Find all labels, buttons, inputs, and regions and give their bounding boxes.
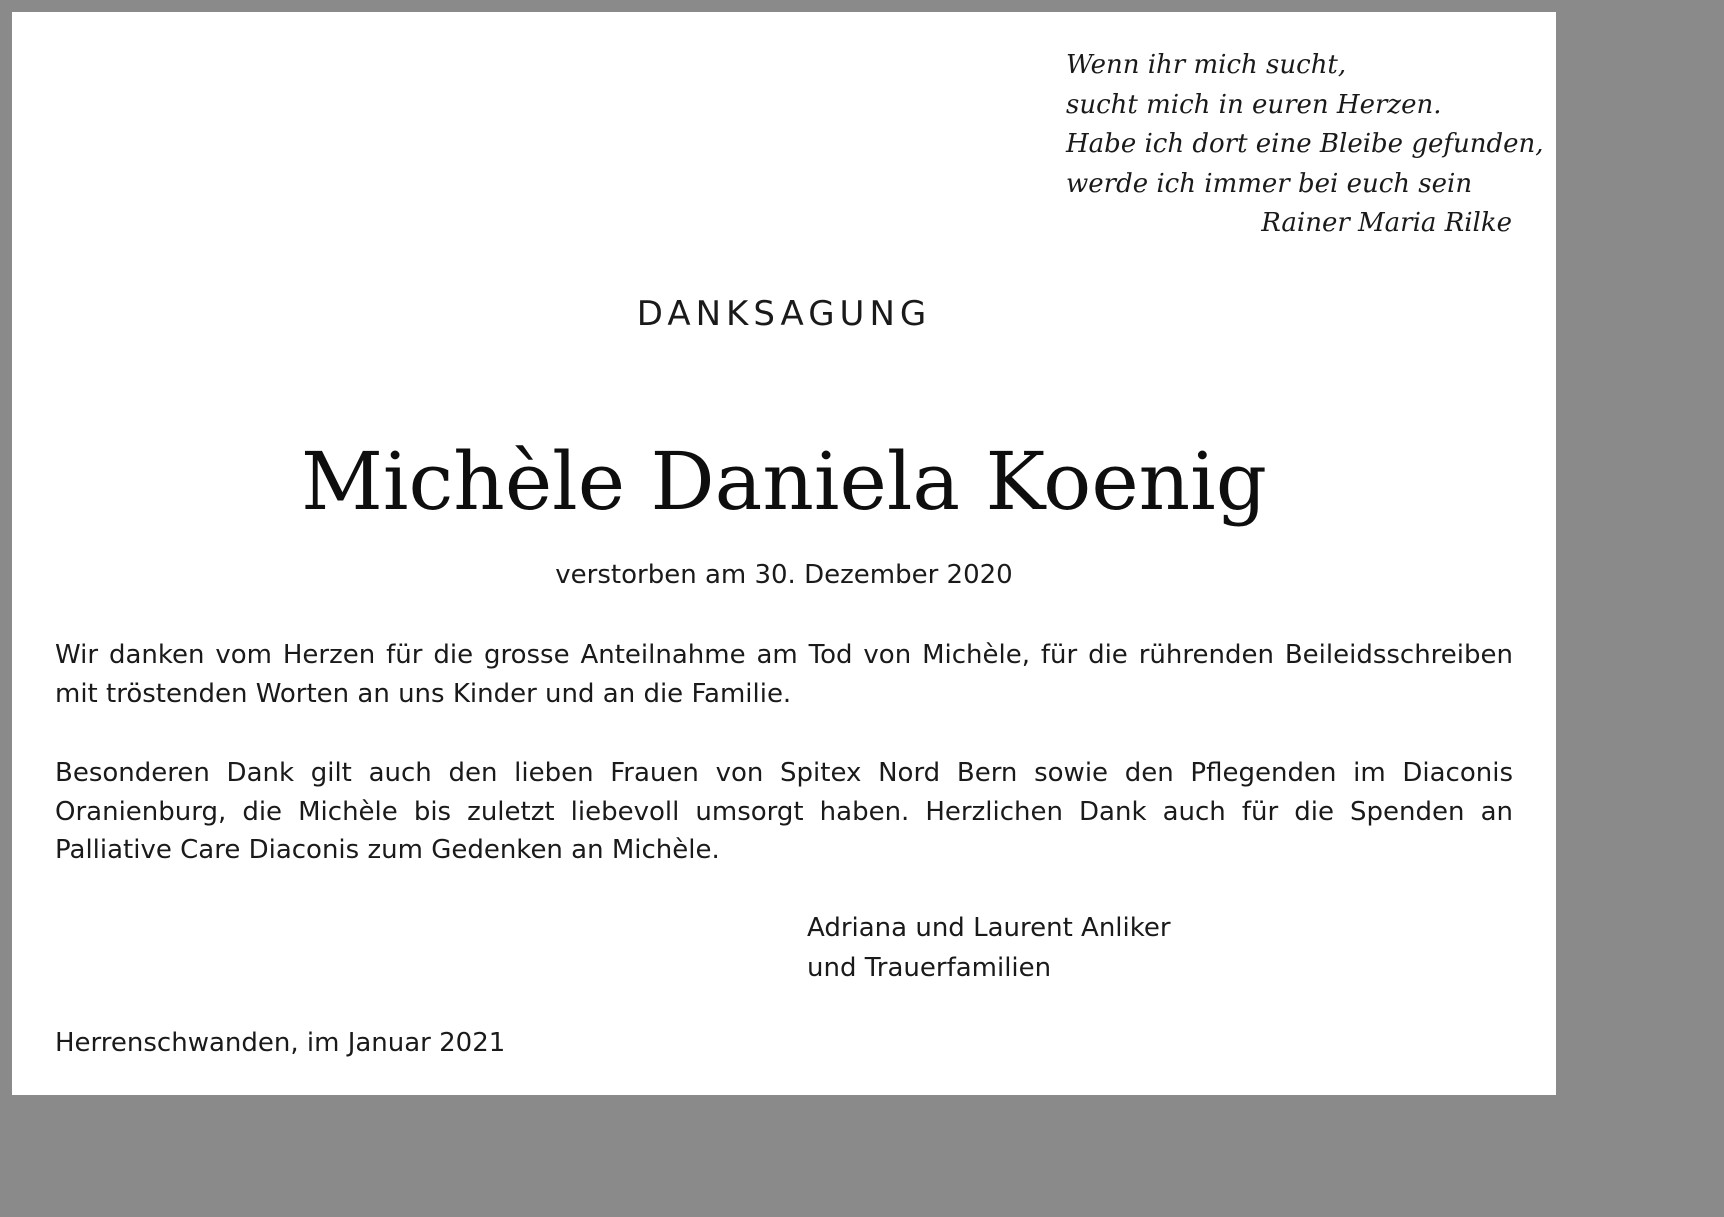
notice-heading: DANKSAGUNG (636, 294, 932, 334)
signature-block (807, 909, 1171, 988)
poem-line: sucht mich in euren Herzen. (1066, 89, 1442, 120)
poem-line: Habe ich dort eine Bleibe gefunden, (1066, 129, 1544, 159)
poem-line: Wenn ihr mich sucht, (1066, 50, 1347, 80)
poem-author: Rainer Maria Rilke (1261, 208, 1512, 238)
obituary-notice (12, 12, 1556, 1095)
thanks-paragraph: Wir danken vom Herzen für die grosse Anteilnahme am Tod von Michèle, für die rührenden Beileidsschreiben mit tröstenden Worten an uns Kinder und an die Familie. (55, 640, 1513, 709)
special-thanks-paragraph: Besonderen Dank gilt auch den lieben Frauen von Spitex Nord Bern sowie den Pflegenden im Diaconis Oranienburg, die Michèle bis zuletzt liebevoll umsorgt haben. Herzlichen Dank auch für die Spenden an Palliative Care Diaconis zum Gedenken an Michèle. (55, 758, 1513, 865)
poem-line: werde ich immer bei euch sein (1066, 168, 1473, 199)
signature-line: Adriana und Laurent Anliker (807, 913, 1171, 943)
deceased-name: Michèle Daniela Koenig (301, 435, 1267, 528)
place-and-date: Herrenschwanden, im Januar 2021 (55, 1028, 506, 1058)
poem-quote (1066, 46, 1544, 238)
signature-line: und Trauerfamilien (807, 952, 1052, 983)
date-of-death: verstorben am 30. Dezember 2020 (555, 560, 1013, 590)
